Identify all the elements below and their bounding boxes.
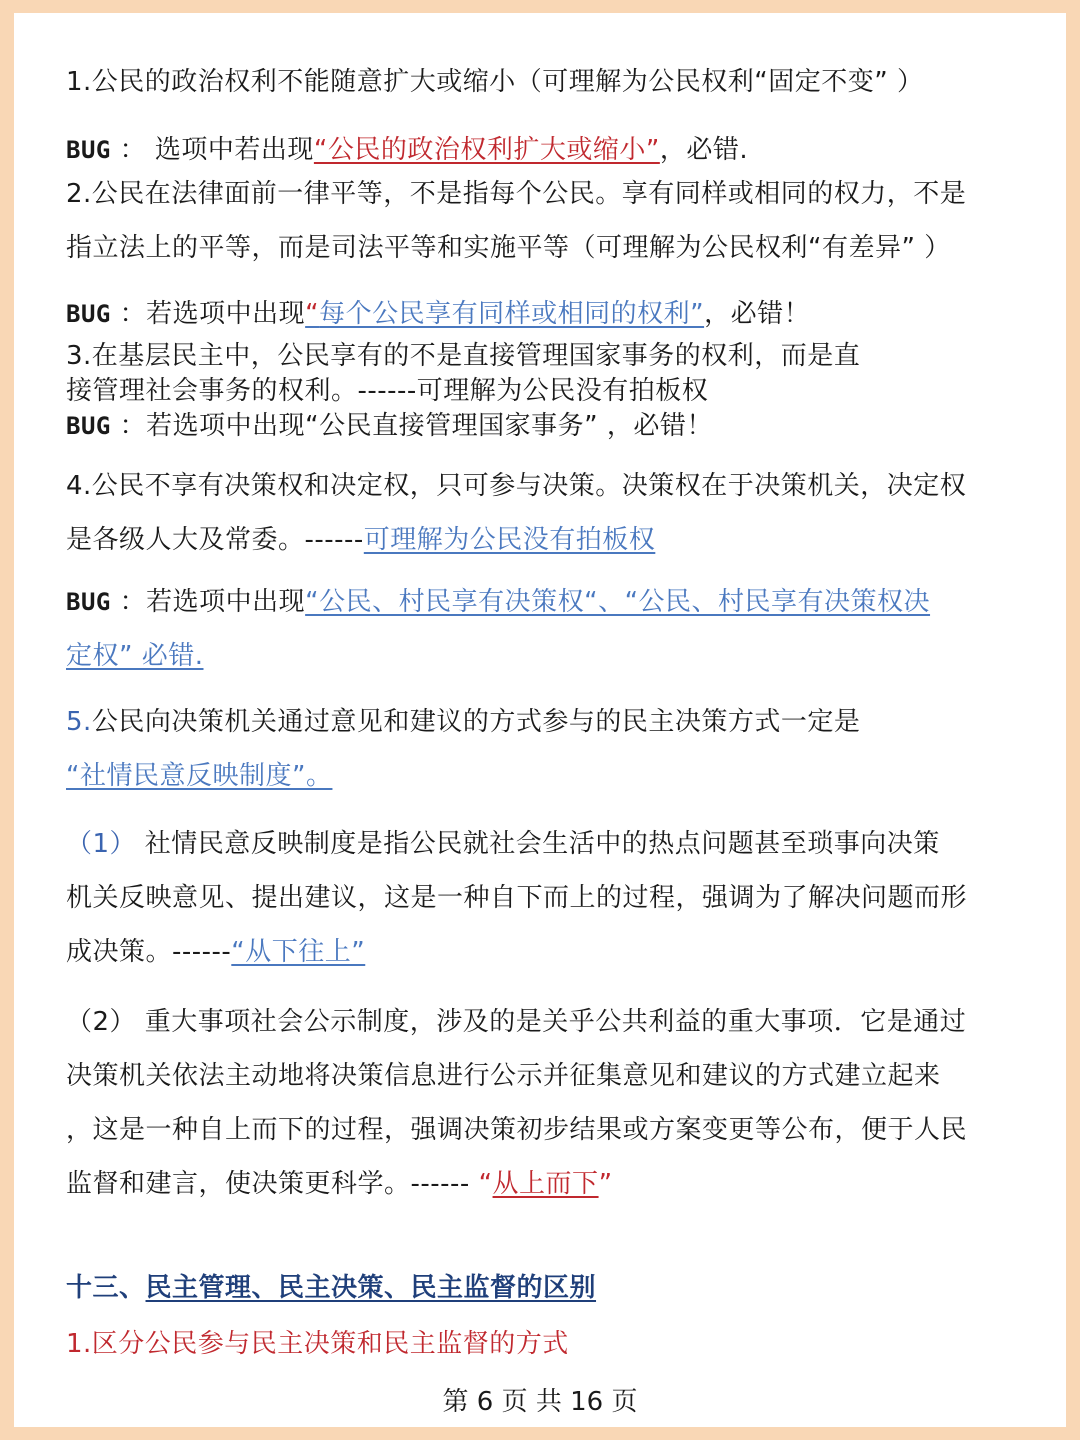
bug-label: BUG xyxy=(66,300,111,328)
bug-note-4-line-2 xyxy=(66,639,1028,673)
section-heading: 十三、民主管理、民主决策、民主监督的区别 xyxy=(66,1273,597,1303)
point-4-line-2 xyxy=(66,523,1028,557)
point-2-line-1: 2.公民在法律面前一律平等，不是指每个公民。享有同样或相同的权力，不是 xyxy=(66,179,967,209)
point-1: 1.公民的政治权利不能随意扩大或缩小（可理解为公民权利“固定不变” ） xyxy=(66,67,924,97)
sub-1-line-3 xyxy=(66,935,1028,969)
bug-text: ：若选项中出现 xyxy=(110,587,306,617)
page-footer: 第 6 页 共 16 页 xyxy=(442,1387,638,1417)
bug-text: ： 选项中若出现 xyxy=(110,135,314,165)
sub-1-text: 成决策。------ xyxy=(66,937,232,967)
point-3-line-1: 3.在基层民主中，公民享有的不是直接管理国家事务的权利，而是直 xyxy=(66,341,861,371)
bug-highlight: 定权” 必错. xyxy=(66,641,204,671)
sub-1-highlight: “从下往上” xyxy=(231,937,366,967)
sub-1-line-1 xyxy=(66,827,1028,861)
point-5-line-1 xyxy=(66,705,1028,739)
point-2-line-2: 指立法上的平等，而是司法平等和实施平等（可理解为公民权利“有差异” ） xyxy=(66,233,951,263)
sub-2-highlight: 从上而下 xyxy=(492,1169,599,1199)
sub-2-text: 监督和建言，使决策更科学。------ xyxy=(66,1169,479,1199)
bug-note-1 xyxy=(66,133,1028,167)
bug-note-2 xyxy=(66,297,1028,331)
bug-conclusion: ，必错. xyxy=(659,135,749,165)
bug-conclusion: ，必错！ xyxy=(704,299,811,329)
point-5-line-2 xyxy=(66,759,1028,793)
sub-heading: 1.区分公民参与民主决策和民主监督的方式 xyxy=(66,1329,569,1359)
bug-text: ：若选项中出现“公民直接管理国家事务” ，必错！ xyxy=(110,411,713,441)
point-4-highlight: 可理解为公民没有拍板权 xyxy=(363,525,656,555)
point-4-text: 是各级人大及常委。------ xyxy=(66,525,364,555)
point-5-highlight: “社情民意反映制度”。 xyxy=(66,761,333,791)
bug-highlight: “公民的政治权利扩大或缩小” xyxy=(313,135,660,165)
point-5-number: 5. xyxy=(66,707,92,737)
sub-2-line-2: 决策机关依法主动地将决策信息进行公示并征集意见和建议的方式建立起来 xyxy=(66,1061,941,1091)
sub-1-line-2: 机关反映意见、提出建议，这是一种自下而上的过程，强调为了解决问题而形 xyxy=(66,883,968,913)
bug-highlight: “公民、村民享有决策权“、“公民、村民享有决策权决 xyxy=(305,587,931,617)
point-3-line-2: 接管理社会事务的权利。------可理解为公民没有拍板权 xyxy=(66,376,709,406)
bug-note-3 xyxy=(66,409,1028,443)
document-page xyxy=(14,13,1066,1427)
sub-2-line-4: 监督和建言，使决策更科学。------ “从上而下” xyxy=(66,1169,613,1199)
bug-text: ：若选项中出现 xyxy=(110,299,306,329)
sub-1-number: （1） xyxy=(66,829,137,859)
bug-highlight: “每个公民享有同样或相同的权利” xyxy=(305,299,705,329)
sub-1-text: 社情民意反映制度是指公民就社会生活中的热点问题甚至琐事向决策 xyxy=(136,829,940,859)
bug-label: BUG xyxy=(66,588,111,616)
bug-label: BUG xyxy=(66,412,111,440)
point-4-line-1: 4.公民不享有决策权和决定权，只可参与决策。决策权在于决策机关，决定权 xyxy=(66,471,967,501)
bug-note-4-line-1 xyxy=(66,585,1028,619)
bug-label: BUG xyxy=(66,136,111,164)
sub-2-line-1: （2） 重大事项社会公示制度，涉及的是关乎公共利益的重大事项．它是通过 xyxy=(66,1007,967,1037)
sub-2-line-3: ，这是一种自上而下的过程，强调决策初步结果或方案变更等公布，便于人民 xyxy=(66,1115,968,1145)
point-5-text: 公民向决策机关通过意见和建议的方式参与的民主决策方式一定是 xyxy=(91,707,861,737)
